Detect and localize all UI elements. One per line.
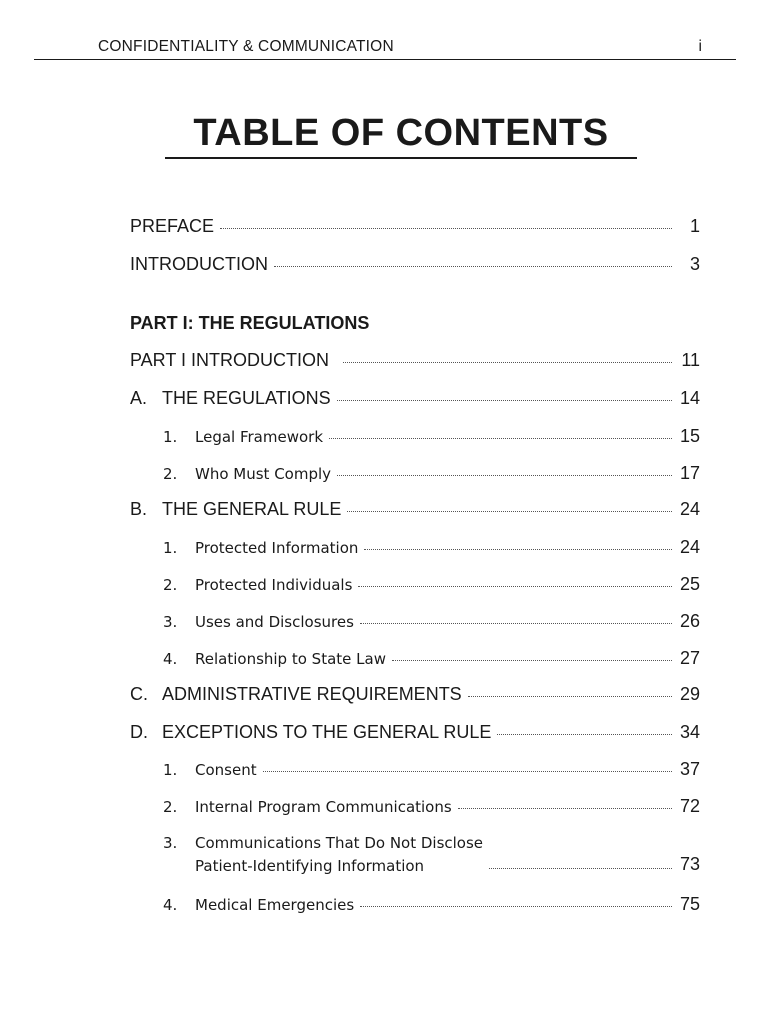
leader-dots: [360, 906, 672, 907]
toc-page: 26: [679, 611, 700, 631]
toc-label: Legal Framework: [195, 428, 324, 446]
page-header: [34, 34, 736, 60]
toc-page: 24: [679, 537, 700, 557]
running-title: CONFIDENTIALITY & COMMUNICATION: [98, 38, 394, 55]
leader-dots: [337, 475, 672, 476]
toc-label: Consent: [195, 761, 257, 779]
toc-page: 34: [679, 722, 700, 742]
toc-page: 27: [679, 648, 700, 668]
toc-prefix: 1.: [163, 539, 178, 557]
toc-entry-b[interactable]: [130, 499, 700, 520]
toc-label-group: [195, 834, 483, 875]
toc-label: THE REGULATIONS: [162, 388, 331, 408]
leader-dots: [343, 362, 672, 363]
toc-entry-d1[interactable]: [163, 759, 700, 780]
toc-label: Relationship to State Law: [195, 650, 386, 668]
toc-page: 3: [689, 254, 700, 274]
toc-prefix: 3.: [163, 613, 178, 631]
toc-entry-b1[interactable]: [163, 537, 700, 558]
toc-entry-preface[interactable]: [130, 216, 700, 237]
toc-label-line1: Communications That Do Not Disclose: [195, 834, 484, 852]
toc-entry-b3[interactable]: [163, 611, 700, 632]
toc-entry-a2[interactable]: [163, 463, 700, 484]
toc-entry-c[interactable]: [130, 684, 700, 705]
toc-label: Protected Individuals: [195, 576, 353, 594]
toc-entry-introduction[interactable]: [130, 254, 700, 275]
toc-label: Who Must Comply: [195, 465, 332, 483]
leader-dots: [360, 623, 672, 624]
toc-label: PREFACE: [130, 216, 215, 236]
toc-label: Protected Information: [195, 539, 359, 557]
toc-entry-b2[interactable]: [163, 574, 700, 595]
toc-page: 37: [679, 759, 700, 779]
toc-page: 15: [679, 426, 700, 446]
leader-dots: [489, 868, 672, 869]
toc-entry-d[interactable]: [130, 722, 700, 743]
toc-label: Medical Emergencies: [195, 896, 355, 914]
leader-dots: [274, 266, 672, 267]
toc-prefix: B.: [130, 499, 148, 519]
leader-dots: [458, 808, 672, 809]
leader-dots: [392, 660, 672, 661]
toc-label: PART I INTRODUCTION: [130, 350, 330, 370]
leader-dots: [358, 586, 672, 587]
toc-label: Uses and Disclosures: [195, 613, 354, 631]
toc-entry-part1-intro[interactable]: [130, 350, 700, 371]
toc-entry-d2[interactable]: [163, 796, 700, 817]
toc-page: 73: [679, 854, 700, 874]
toc-prefix: A.: [130, 388, 148, 408]
toc-page: 75: [679, 894, 700, 914]
leader-dots: [337, 400, 672, 401]
toc-prefix: D.: [130, 722, 148, 742]
toc-label: EXCEPTIONS TO THE GENERAL RULE: [162, 722, 492, 742]
toc-prefix: 2.: [163, 465, 178, 483]
page-number: i: [698, 38, 702, 55]
toc-entry-a[interactable]: [130, 388, 700, 409]
toc-label: INTRODUCTION: [130, 254, 268, 274]
toc-prefix: 4.: [163, 650, 178, 668]
toc-prefix: 1.: [163, 428, 178, 446]
toc-entry-b4[interactable]: [163, 648, 700, 669]
page-title: TABLE OF CONTENTS: [165, 112, 637, 159]
toc-label: ADMINISTRATIVE REQUIREMENTS: [162, 684, 462, 704]
toc-label: THE GENERAL RULE: [162, 499, 342, 519]
toc-page: 14: [679, 388, 700, 408]
toc-page: 11: [681, 350, 700, 370]
toc-prefix: 3.: [163, 834, 178, 852]
toc-page: 25: [679, 574, 700, 594]
leader-dots: [468, 696, 672, 697]
toc-page: 72: [679, 796, 700, 816]
toc-page: 24: [679, 499, 700, 519]
section-heading-part1: PART I: THE REGULATIONS: [130, 313, 370, 333]
toc-prefix: 1.: [163, 761, 178, 779]
toc-prefix: C.: [130, 684, 148, 704]
toc-page: 29: [679, 684, 700, 704]
leader-dots: [329, 438, 672, 439]
toc-page: 17: [679, 463, 700, 483]
toc-prefix: 4.: [163, 896, 178, 914]
toc-entry-a1[interactable]: [163, 426, 700, 447]
toc-prefix: 2.: [163, 576, 178, 594]
toc-entry-d4[interactable]: [163, 894, 700, 915]
toc-page: 1: [689, 216, 700, 236]
toc-label: Internal Program Communications: [195, 798, 452, 816]
leader-dots: [263, 771, 672, 772]
leader-dots: [347, 511, 672, 512]
leader-dots: [220, 228, 672, 229]
toc-entry-d3[interactable]: [163, 834, 700, 875]
toc-prefix: 2.: [163, 798, 178, 816]
leader-dots: [497, 734, 672, 735]
toc-label-line2: Patient-Identifying Information: [195, 857, 425, 875]
leader-dots: [364, 549, 672, 550]
